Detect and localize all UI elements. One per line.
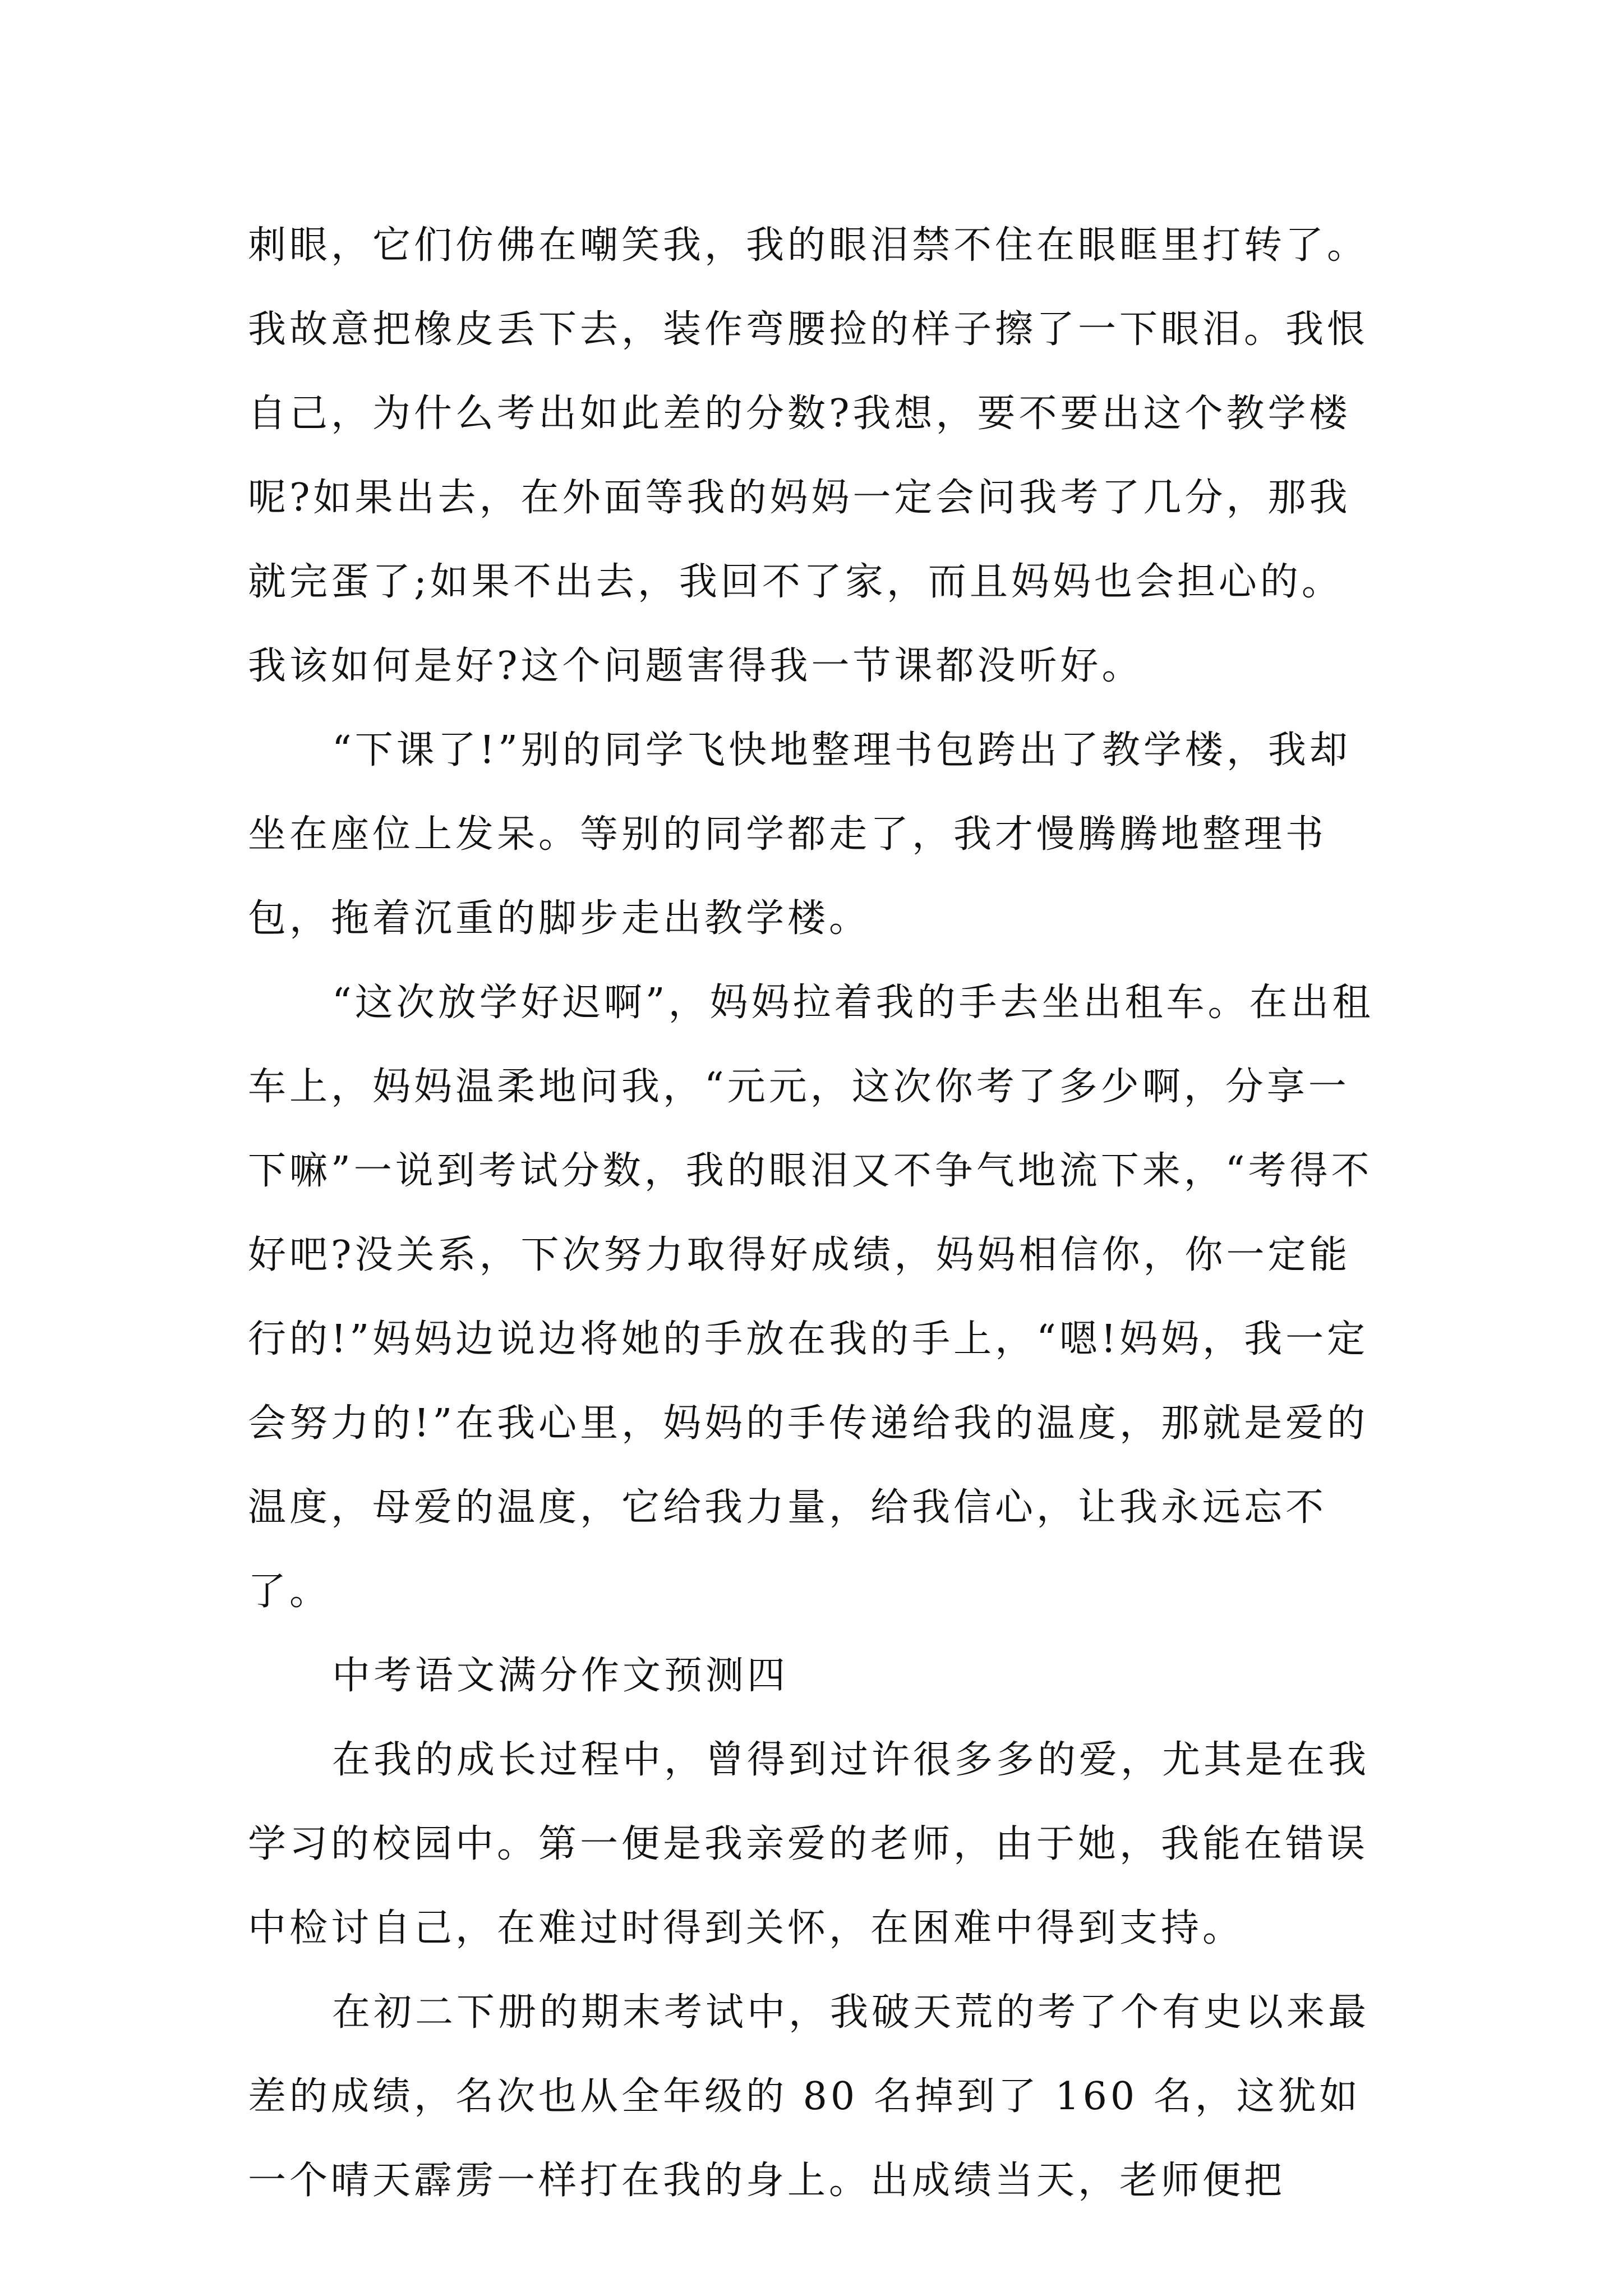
paragraph-5: 在初二下册的期末考试中，我破天荒的考了个有史以来最差的成绩，名次也从全年级的 80 名掉到了 160 名，这犹如一个晴天霹雳一样打在我的身上。出成绩当天，老师便把 — [248, 1990, 1370, 2203]
paragraph-1: 刺眼，它们仿佛在嘲笑我，我的眼泪禁不住在眼眶里打转了。我故意把橡皮丢下去，装作弯腰捡的样子擦了一下眼泪。我恨自己，为什么考出如此差的分数?我想，要不要出这个教学楼呢?如果出去，在外面等我的妈妈一定会问我考了几分，那我就完蛋了;如果不出去，我回不了家，而且妈妈也会担心的。我该如何是好?这个问题害得我一节课都没听好。 — [248, 223, 1369, 688]
paragraph-3: “这次放学好迟啊”，妈妈拉着我的手去坐出租车。在出租车上，妈妈温柔地问我，“元元，这次你考了多少啊，分享一下嘛”一说到考试分数，我的眼泪又不争气地流下来，“考得不好吧?没关系，下次努力取得好成绩，妈妈相信你，你一定能行的!”妈妈边说边将她的手放在我的手上，“嗯!妈妈，我一定会努力的!”在我心里，妈妈的手传递给我的温度，那就是爱的温度，母爱的温度，它给我力量，给我信心，让我永远忘不了。 — [248, 981, 1374, 1614]
paragraph-4: 在我的成长过程中，曾得到过许很多多的爱，尤其是在我学习的校园中。第一便是我亲爱的老师，由于她，我能在错误中检讨自己，在难过时得到关怀，在困难中得到支持。 — [248, 1738, 1370, 1950]
essay-body — [248, 204, 1381, 2223]
paragraph-2: “下课了!”别的同学飞快地整理书包跨出了教学楼，我却坐在座位上发呆。等别的同学都走了，我才慢腾腾地整理书包，拖着沉重的脚步走出教学楼。 — [248, 728, 1351, 941]
section-heading: 中考语文满分作文预测四 — [332, 1654, 789, 1698]
